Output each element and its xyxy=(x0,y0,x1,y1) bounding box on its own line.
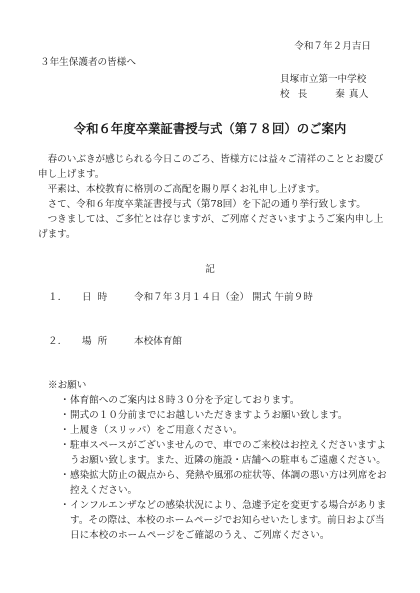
note-text: 感染拡大防止の観点から、発熱や風邪の症状等、体調の悪い方は列席をお控えください。 xyxy=(70,470,387,496)
letter-date: 令和７年２月吉日 xyxy=(294,41,371,52)
note-item xyxy=(60,498,390,543)
bullet-mark: ・ xyxy=(60,425,70,436)
bullet-mark: ・ xyxy=(60,440,70,451)
bullet-mark: ・ xyxy=(60,470,70,481)
item-label: 場所 xyxy=(82,336,114,347)
note-item xyxy=(60,438,390,468)
detail-item-place xyxy=(48,334,182,349)
note-text: 開式の１０分前までにお越しいただきますようお願い致します。 xyxy=(70,410,348,421)
note-text: 上履き（スリッパ）をご用意ください。 xyxy=(70,425,243,436)
bullet-mark: ・ xyxy=(60,395,70,406)
note-item xyxy=(60,423,390,438)
note-item xyxy=(60,408,390,423)
item-value: 令和７年３月１４日（金） 開式 午前９時 xyxy=(134,292,313,303)
letter-body xyxy=(38,152,386,242)
item-label: 日時 xyxy=(82,292,114,303)
detail-item-datetime xyxy=(48,290,313,305)
body-paragraph: 平素は、本校教育に格別のご高配を賜り厚くお礼申し上げます。 xyxy=(47,184,326,195)
note-item xyxy=(60,393,390,408)
school-name: 貝塚市立第一中学校 xyxy=(280,74,367,85)
item-value: 本校体育館 xyxy=(134,336,182,347)
body-paragraph: つきましては、ご多忙とは存じますが、ご列席くださいますようご案内申し上げます。 xyxy=(38,214,384,240)
recipient-line: ３年生保護者の皆様へ xyxy=(40,57,136,68)
note-text: 体育館へのご案内は８時３０分を予定しております。 xyxy=(70,395,300,406)
bullet-mark: ・ xyxy=(60,410,70,421)
item-number: ２. xyxy=(48,336,61,347)
ki-heading: 記 xyxy=(205,264,215,275)
notes-heading: ※お願い xyxy=(48,380,87,391)
note-item xyxy=(60,468,390,498)
note-text: 駐車スペースがございませんので、車でのご来校はお控えくださいますようお願い致します。また、近隣の施設・店舗への駐車もご遠慮ください。 xyxy=(70,440,386,466)
notes-list xyxy=(60,393,390,543)
note-text: インフルエンザなどの感染状況により、急遽予定を変更する場合があります。その際は、本校のホームページでお知らせいたします。前日および当日に本校のホームページをご確認のうえ、ご列席ください。 xyxy=(70,500,387,541)
document-title: 令和６年度卒業証書授与式（第７８回）のご案内 xyxy=(73,121,347,136)
principal-signature xyxy=(280,87,369,102)
bullet-mark: ・ xyxy=(60,500,70,511)
body-paragraph: さて、令和６年度卒業証書授与式（第78回）を下記の通り挙行致します。 xyxy=(47,199,366,210)
body-paragraph: 春のいぶきが感じられる今日このごろ、皆様方には益々ご清祥のこととお慶び申し上げます。 xyxy=(38,154,384,180)
principal-role: 校長 xyxy=(280,89,316,100)
principal-name: 秦 真人 xyxy=(335,89,370,100)
item-number: １. xyxy=(48,292,61,303)
